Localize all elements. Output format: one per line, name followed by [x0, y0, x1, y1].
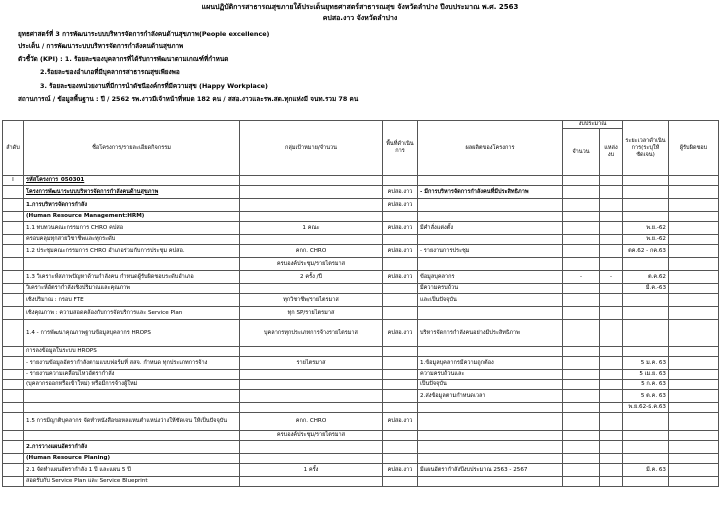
table-row [3, 284, 719, 294]
row-amount [563, 357, 600, 370]
row-owner [669, 245, 719, 258]
row-number [3, 235, 24, 245]
row-target: 1 ครั้ง [240, 464, 383, 477]
row-target [240, 284, 383, 294]
row-owner [669, 294, 719, 307]
row-area [383, 477, 418, 487]
row-project: รหัสโครงการ_050301 [24, 176, 240, 186]
row-project: 1.1 ทบทวนคณะกรรมการ CHRO คปสอ [24, 222, 240, 235]
row-number [3, 186, 24, 199]
row-amount [563, 176, 600, 186]
row-output [418, 258, 563, 271]
row-amount [563, 186, 600, 199]
row-owner [669, 320, 719, 347]
row-source [600, 477, 623, 487]
row-area [383, 380, 418, 390]
row-amount [563, 403, 600, 413]
row-target [240, 454, 383, 464]
row-amount [563, 284, 600, 294]
row-output: 2.ส่งข้อมูลตามกำหนดเวลา [418, 390, 563, 403]
row-number [3, 454, 24, 464]
row-period [623, 441, 669, 454]
row-target [240, 199, 383, 212]
table-row [3, 454, 719, 464]
row-amount [563, 212, 600, 222]
row-period [623, 176, 669, 186]
row-number [3, 403, 24, 413]
action-plan-table [2, 120, 719, 487]
row-owner [669, 413, 719, 431]
row-project [24, 390, 240, 403]
row-owner [669, 441, 719, 454]
col-header-budget: งบประมาณ [563, 121, 623, 129]
table-row [3, 222, 719, 235]
row-source [600, 245, 623, 258]
row-area [383, 176, 418, 186]
row-period [623, 431, 669, 441]
row-project: 2.1 จัดทำแผนอัตรากำลัง 1 ปี และแผน 5 ปี [24, 464, 240, 477]
row-project: 1.5 การมีญาติบุคลากร จัดทำหนังสือขอหลแหนตำแหน่งว่างให้ชัดเจน ให้เป็นปัจจุบัน [24, 413, 240, 431]
table-row [3, 199, 719, 212]
row-source [600, 370, 623, 380]
row-owner [669, 477, 719, 487]
row-target [240, 403, 383, 413]
col-header-no: ลำดับ [3, 121, 24, 176]
row-amount [563, 413, 600, 431]
table-row [3, 370, 719, 380]
row-area [383, 431, 418, 441]
row-target [240, 235, 383, 245]
table-row [3, 431, 719, 441]
row-source [600, 212, 623, 222]
col-header-project: ชื่อโครงการ/รายละเอียดกิจกรรม [24, 121, 240, 176]
row-source [600, 176, 623, 186]
row-number [3, 380, 24, 390]
row-period [623, 258, 669, 271]
row-owner [669, 258, 719, 271]
row-owner [669, 370, 719, 380]
row-owner [669, 403, 719, 413]
row-project: การลงข้อมูลในระบบ HROPS [24, 347, 240, 357]
row-number [3, 464, 24, 477]
row-area [383, 284, 418, 294]
row-project: - รายงานความเคลื่อนไหวอัตรากำลัง [24, 370, 240, 380]
row-target: ครบองค์ประชุม/รายไตรมาส [240, 431, 383, 441]
row-amount [563, 441, 600, 454]
row-area: คปสอ.งาว [383, 222, 418, 235]
row-amount [563, 477, 600, 487]
col-header-area: พื้นที่ดำเนินการ [383, 121, 418, 176]
row-amount [563, 307, 600, 320]
row-owner [669, 186, 719, 199]
row-area: คปสอ.งาว [383, 320, 418, 347]
row-output: 1.ข้อมูลบุคลากรมีความถูกต้อง [418, 357, 563, 370]
row-period [623, 413, 669, 431]
row-target: คกก. CHRO [240, 245, 383, 258]
row-target [240, 380, 383, 390]
row-number [3, 294, 24, 307]
row-output [418, 212, 563, 222]
row-period [623, 212, 669, 222]
row-owner [669, 222, 719, 235]
row-owner [669, 176, 719, 186]
row-owner [669, 431, 719, 441]
row-number [3, 271, 24, 284]
row-output [418, 477, 563, 487]
row-project: 1.2 ประชุมคณะกรรมการ CHRO อำเภอร่วมกับการประชุม คปสอ. [24, 245, 240, 258]
row-project [24, 403, 240, 413]
row-amount [563, 245, 600, 258]
row-project: โครงการพัฒนาระบบบริหารจัดการกำลังคนด้านสุขภาพ [24, 186, 240, 199]
row-target: ทุก SP/รายไตรมาส [240, 307, 383, 320]
row-output: มีความครบถ้วน [418, 284, 563, 294]
row-area [383, 390, 418, 403]
col-header-target: กลุ่มเป้าหมาย/จำนวน [240, 121, 383, 176]
row-project: (Human Resource Management:HRM) [24, 212, 240, 222]
table-row [3, 477, 719, 487]
row-source [600, 284, 623, 294]
table-row [3, 235, 719, 245]
row-project: เชิงปริมาณ : กรอบ FTE [24, 294, 240, 307]
row-source [600, 454, 623, 464]
row-owner [669, 199, 719, 212]
row-period: พ.ย.62-ธ.ค.63 [623, 403, 669, 413]
row-output [418, 347, 563, 357]
row-source: - [600, 271, 623, 284]
row-number [3, 284, 24, 294]
row-source [600, 464, 623, 477]
row-project: 1.4 - การพัฒนาคุณภาพฐานข้อมูลบุคลากร HROPS [24, 320, 240, 347]
row-amount: - [563, 271, 600, 284]
row-number [3, 441, 24, 454]
row-output: มีคำสั่งแต่งตั้ง [418, 222, 563, 235]
row-target [240, 186, 383, 199]
row-owner [669, 347, 719, 357]
row-output [418, 199, 563, 212]
row-source [600, 347, 623, 357]
row-target: ครบองค์ประชุม/รายไตรมาส [240, 258, 383, 271]
table-row [3, 413, 719, 431]
row-number [3, 212, 24, 222]
row-amount [563, 199, 600, 212]
row-target: รายไตรมาส [240, 357, 383, 370]
row-area: คปสอ.งาว [383, 271, 418, 284]
row-output [418, 403, 563, 413]
table-row [3, 390, 719, 403]
row-period [623, 347, 669, 357]
row-number [3, 431, 24, 441]
row-output: - มีการบริหารจัดการกำลังคนที่มีประสิทธิภาพ [418, 186, 563, 199]
row-period: 5 ต.ค. 63 [623, 390, 669, 403]
row-area: คปสอ.งาว [383, 186, 418, 199]
row-owner [669, 454, 719, 464]
row-area [383, 347, 418, 357]
row-output [418, 454, 563, 464]
kpi-line-2: 2.ร้อยละของอำเภอที่มีบุคลากรสาธารณสุขเพียงพอ [40, 68, 180, 76]
strategy-line: ยุทธศาสตร์ที่ 3 การพัฒนาระบบบริหารจัดการกำลังคนด้านสุขภาพ(People excellence) [18, 30, 270, 38]
row-amount [563, 390, 600, 403]
row-output: บริหารจัดการกำลังคนอย่างมีประสิทธิภาพ [418, 320, 563, 347]
table-row [3, 441, 719, 454]
table-row [3, 357, 719, 370]
row-source [600, 380, 623, 390]
table-row [3, 212, 719, 222]
table-row [3, 186, 719, 199]
row-number [3, 307, 24, 320]
row-project: (บุคลากรออกหรือเข้าใหม่) หรือมีการจ้างผู้ใหม่ [24, 380, 240, 390]
row-project: 1.3 วิเคราะห์สภาพปัญหาด้านกำลังคน กำหนดผู้รับผิดชอบระดับอำเภอ [24, 271, 240, 284]
row-number [3, 199, 24, 212]
row-number [3, 370, 24, 380]
row-area [383, 441, 418, 454]
row-number [3, 390, 24, 403]
row-target: คกก. CHRO [240, 413, 383, 431]
row-source [600, 294, 623, 307]
row-source [600, 441, 623, 454]
row-owner [669, 307, 719, 320]
row-period: ตค.62 - กค.63 [623, 245, 669, 258]
row-number [3, 222, 24, 235]
row-number: I [3, 176, 24, 186]
row-period: พ.ย.-62 [623, 222, 669, 235]
row-target [240, 441, 383, 454]
col-header-period: ระยะเวลาดำเนินการ(ระบุให้ชัดเจน) [623, 121, 669, 176]
row-output: - รายงานการประชุม [418, 245, 563, 258]
row-target [240, 176, 383, 186]
row-project: 1.การบริหารจัดการกำลัง [24, 199, 240, 212]
row-source [600, 357, 623, 370]
row-period: ต.ค.62 [623, 271, 669, 284]
row-owner [669, 390, 719, 403]
row-area: คปสอ.งาว [383, 199, 418, 212]
row-owner [669, 212, 719, 222]
row-area [383, 235, 418, 245]
row-amount [563, 347, 600, 357]
row-output: เป็นปัจจุบัน [418, 380, 563, 390]
row-target [240, 370, 383, 380]
row-project: เชิงคุณภาพ : ความสอดคล้องกับการจัดบริการและ Service Plan [24, 307, 240, 320]
col-header-owner: ผู้รับผิดชอบ [669, 121, 719, 176]
row-period: 5 เม.ย. 63 [623, 370, 669, 380]
row-period [623, 294, 669, 307]
row-source [600, 431, 623, 441]
row-output [418, 176, 563, 186]
row-area [383, 403, 418, 413]
table-row [3, 294, 719, 307]
row-source [600, 403, 623, 413]
row-amount [563, 235, 600, 245]
kpi-line-1: ตัวชี้วัด (KPI) : 1. ร้อยละของบุคลากรที่ได้รับการพัฒนาตามเกณฑ์ที่กำหนด [18, 55, 229, 63]
row-target: 1 คณะ [240, 222, 383, 235]
row-project: (Human Resource Planing) [24, 454, 240, 464]
document-subtitle: คปสอ.งาว จังหวัดลำปาง [322, 14, 398, 22]
row-period: 5 ม.ค. 63 [623, 357, 669, 370]
row-source [600, 258, 623, 271]
row-target [240, 347, 383, 357]
row-owner [669, 380, 719, 390]
row-amount [563, 294, 600, 307]
row-area [383, 294, 418, 307]
table-row [3, 380, 719, 390]
row-number [3, 413, 24, 431]
row-project: สอดรับกับ Service Plan และ Service Blueprint [24, 477, 240, 487]
row-number [3, 347, 24, 357]
row-area [383, 307, 418, 320]
row-number [3, 357, 24, 370]
row-source [600, 320, 623, 347]
row-target: บุคลากรทุกประเภทการจ้างรายไตรมาส [240, 320, 383, 347]
row-amount [563, 431, 600, 441]
row-area [383, 258, 418, 271]
table-row [3, 271, 719, 284]
row-period: พ.ย.-62 [623, 235, 669, 245]
row-area: คปสอ.งาว [383, 464, 418, 477]
row-project [24, 431, 240, 441]
row-period: มี.ค.-63 [623, 284, 669, 294]
row-owner [669, 271, 719, 284]
row-period [623, 307, 669, 320]
row-area [383, 454, 418, 464]
row-number [3, 258, 24, 271]
row-output [418, 307, 563, 320]
row-amount [563, 370, 600, 380]
row-source [600, 235, 623, 245]
col-header-output: ผลผลิตของโครงการ [418, 121, 563, 176]
row-owner [669, 235, 719, 245]
situation-line: สถานการณ์ / ข้อมูลพื้นฐาน : ปี / 2562 รพ.งาวมีเจ้าหน้าที่หมด 182 คน / สสอ.งาวและรพ.สต.ทุกแห่งมี จนท.รวม 78 คน [18, 95, 359, 103]
row-area: คปสอ.งาว [383, 413, 418, 431]
row-project: วิเคราะห์อัตรากำลังเชิงปริมาณและคุณภาพ [24, 284, 240, 294]
row-output [418, 413, 563, 431]
row-project: ครอบคลุมทุกสายวิชาชีพและทุกระดับ [24, 235, 240, 245]
table-row [3, 307, 719, 320]
row-output: และเป็นปัจจุบัน [418, 294, 563, 307]
row-source [600, 186, 623, 199]
row-period: 5 ก.ค. 63 [623, 380, 669, 390]
row-output: มีแผนอัตรากำลังปีงบประมาณ 2563 - 2567 [418, 464, 563, 477]
row-source [600, 413, 623, 431]
col-header-source: แหล่งงบ [600, 129, 623, 176]
row-amount [563, 258, 600, 271]
row-source [600, 199, 623, 212]
row-source [600, 390, 623, 403]
row-period [623, 199, 669, 212]
row-period [623, 454, 669, 464]
table-row [3, 347, 719, 357]
row-project: - รายงานข้อมูลอัตรากำลังตามแบบฟอร์มที่ สสจ. กำหนด ทุกประเภทการจ้าง [24, 357, 240, 370]
table-row [3, 320, 719, 347]
row-owner [669, 357, 719, 370]
table-row [3, 464, 719, 477]
row-target: 2 ครั้ง /ปี [240, 271, 383, 284]
issue-line: ประเด็น / การพัฒนาระบบบริหารจัดการกำลังคนด้านสุขภาพ [18, 42, 184, 50]
row-target [240, 390, 383, 403]
row-output [418, 431, 563, 441]
row-period: มี.ค. 63 [623, 464, 669, 477]
row-project: 2.การวางแผนอัตรากำลัง [24, 441, 240, 454]
row-area [383, 370, 418, 380]
row-owner [669, 464, 719, 477]
row-source [600, 222, 623, 235]
row-area [383, 212, 418, 222]
table-row [3, 176, 719, 186]
row-number [3, 320, 24, 347]
row-period [623, 186, 669, 199]
row-amount [563, 380, 600, 390]
row-output: ข้อมูลบุคลากร [418, 271, 563, 284]
row-period [623, 477, 669, 487]
row-target [240, 212, 383, 222]
row-amount [563, 454, 600, 464]
row-output: ความครบถ้วนและ [418, 370, 563, 380]
table-row [3, 258, 719, 271]
row-period [623, 320, 669, 347]
row-source [600, 307, 623, 320]
row-amount [563, 320, 600, 347]
row-target [240, 477, 383, 487]
table-row [3, 245, 719, 258]
kpi-line-3: 3. ร้อยละของหน่วยงานที่มีการนำดัชนีองค์กรที่มีความสุข (Happy Workplace) [40, 82, 268, 90]
row-number [3, 245, 24, 258]
table-row [3, 403, 719, 413]
row-amount [563, 464, 600, 477]
row-number [3, 477, 24, 487]
row-owner [669, 284, 719, 294]
row-output [418, 441, 563, 454]
row-area: คปสอ.งาว [383, 245, 418, 258]
row-target: ทุกวิชาชีพ/รายไตรมาส [240, 294, 383, 307]
document-title: แผนปฏิบัติการสาธารณสุขภายใต้ประเด็นยุทธศาสตร์สาธารณสุข จังหวัดลำปาง ปีงบประมาณ พ.ศ. 2563 [201, 3, 519, 11]
row-amount [563, 222, 600, 235]
row-area [383, 357, 418, 370]
row-output [418, 235, 563, 245]
row-project [24, 258, 240, 271]
col-header-amount: จำนวน [563, 129, 600, 176]
